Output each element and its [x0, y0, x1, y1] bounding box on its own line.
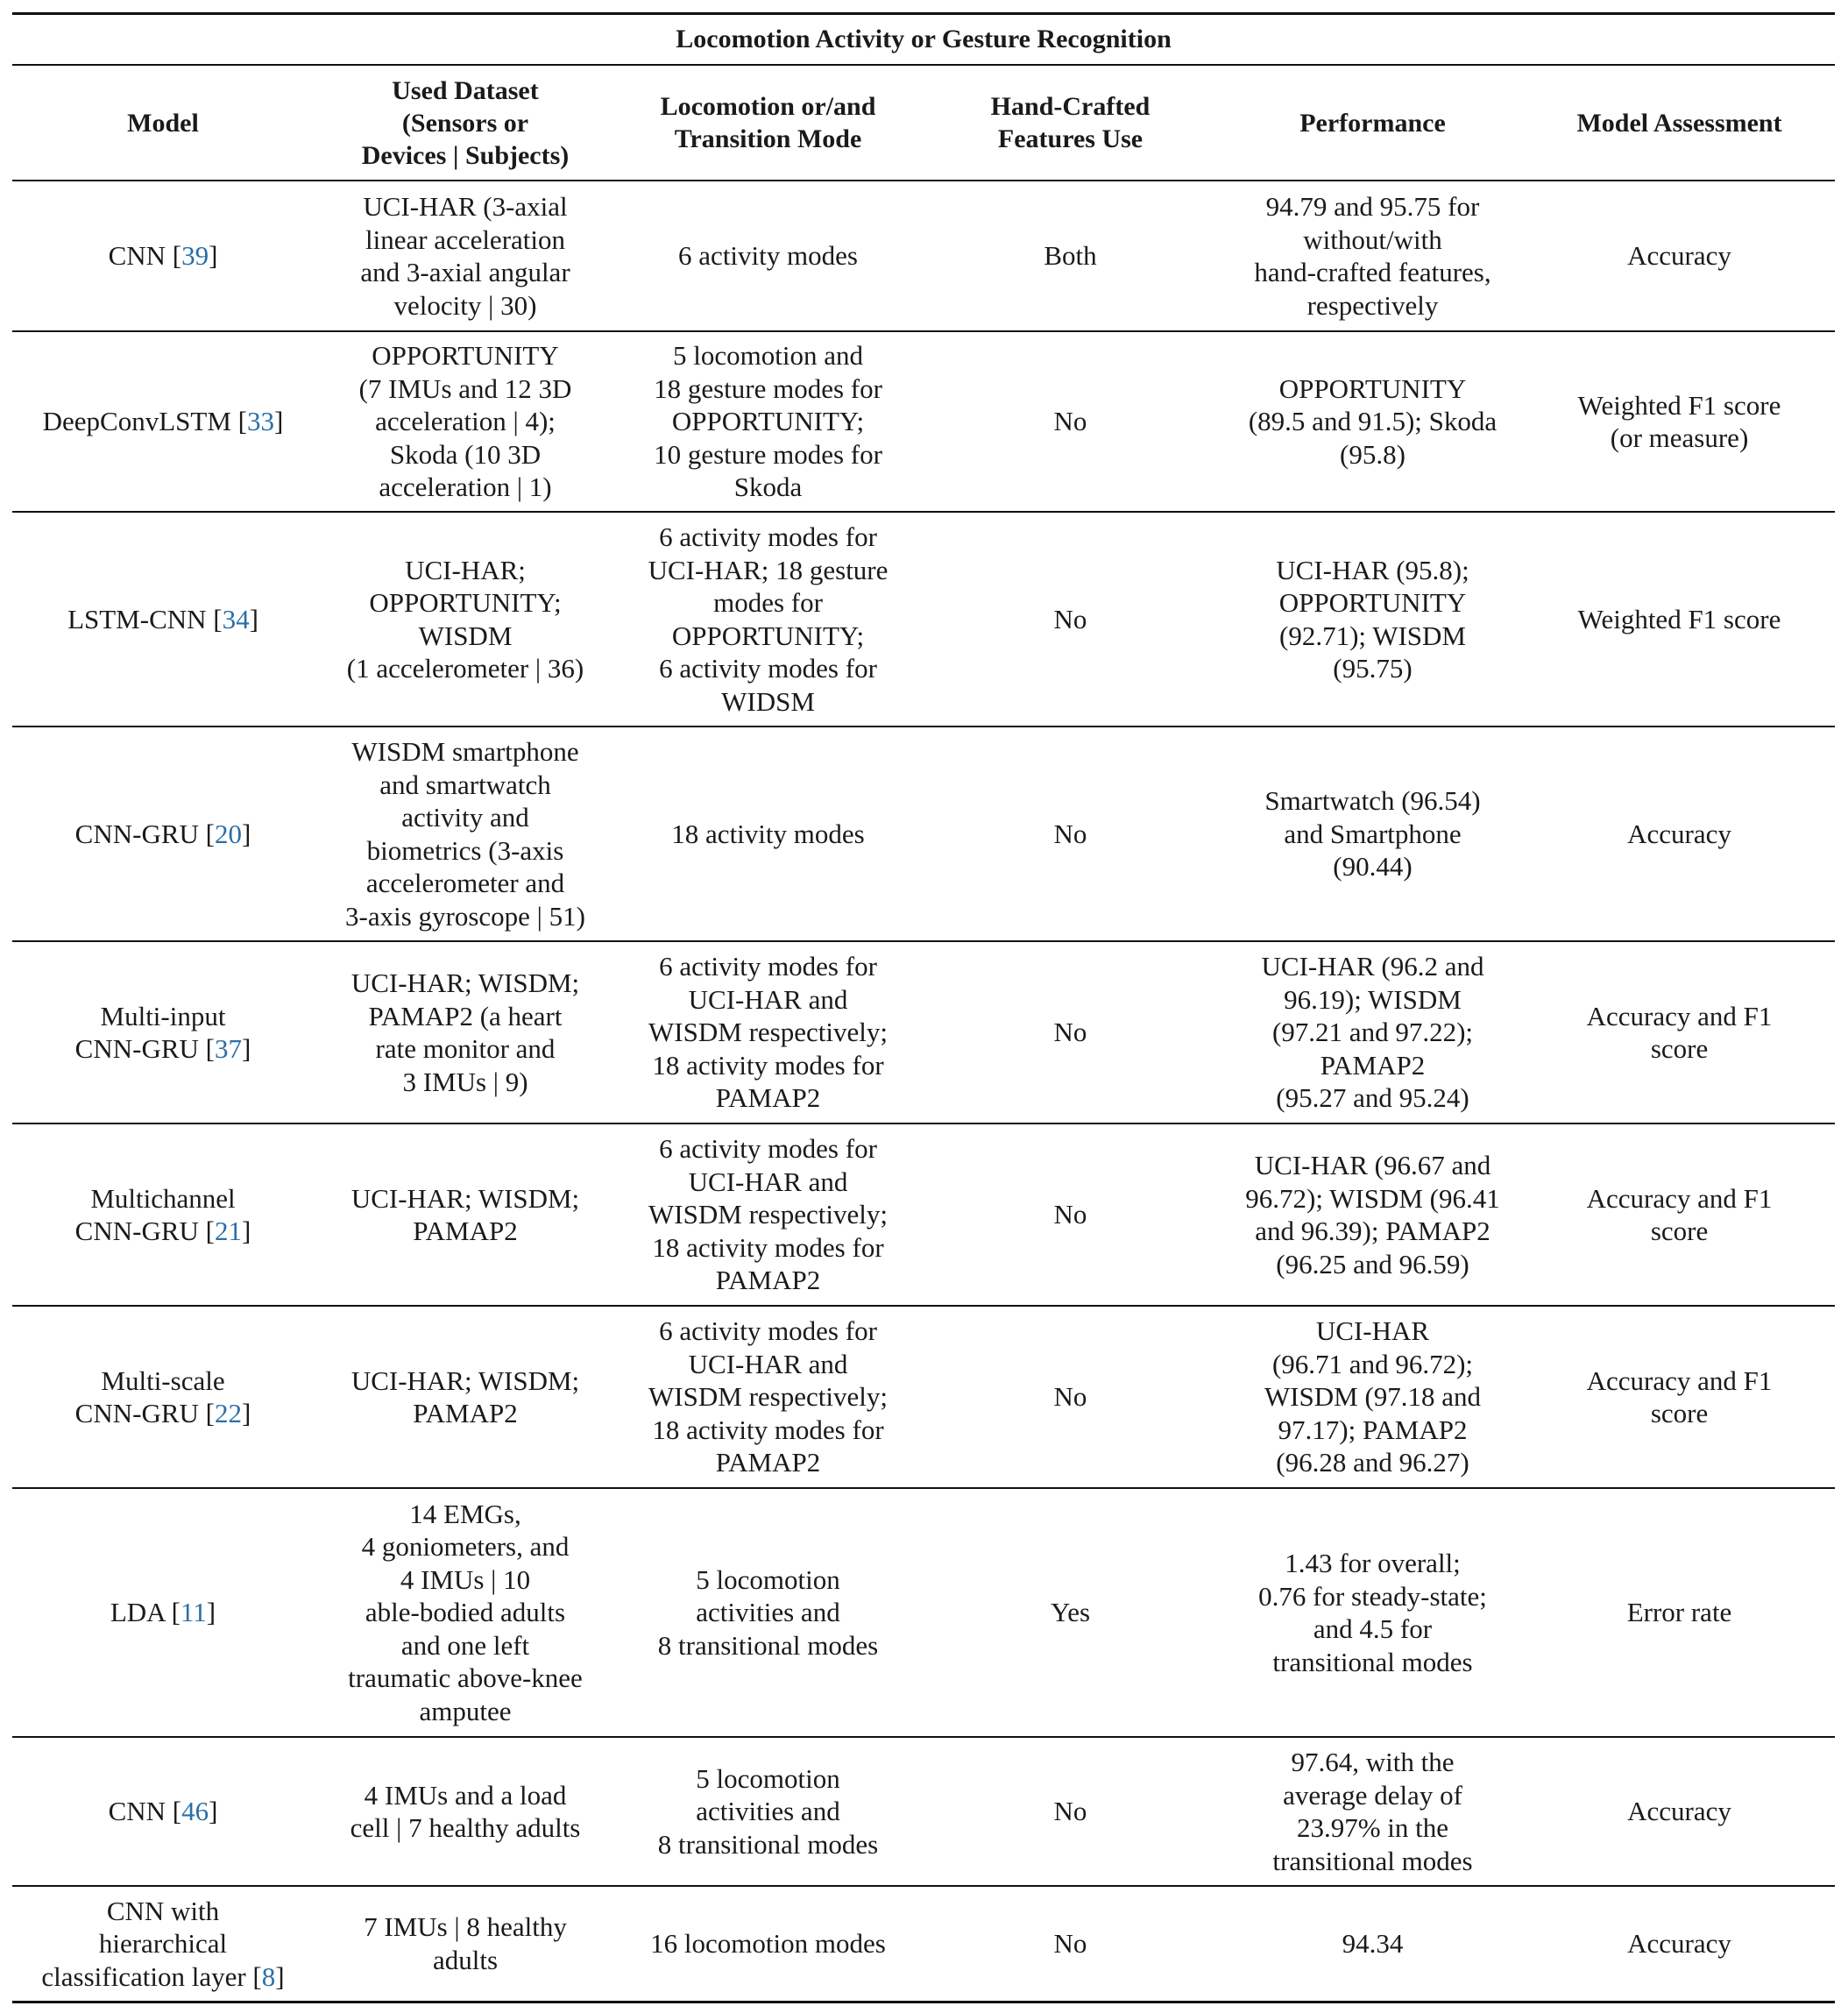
cell-assessment: Accuracy [1524, 1886, 1835, 2002]
cell-features: No [919, 512, 1221, 727]
cell-features: No [919, 727, 1221, 941]
citation-link[interactable]: 46 [181, 1796, 209, 1827]
cell-dataset: UCI-HAR; WISDM; PAMAP2 [314, 1306, 617, 1488]
cell-model: Multi-scale CNN-GRU [22] [12, 1306, 314, 1488]
header-model: Model [12, 65, 314, 181]
cell-assessment: Accuracy [1524, 1737, 1835, 1886]
table-row [12, 1306, 1835, 1488]
cell-performance: OPPORTUNITY (89.5 and 91.5); Skoda (95.8) [1221, 331, 1524, 512]
cell-dataset: UCI-HAR (3-axial linear acceleration and 3-axial angular velocity | 30) [314, 181, 617, 331]
table-container [12, 12, 1835, 2003]
comparison-table [12, 12, 1835, 2003]
cell-model: DeepConvLSTM [33] [12, 331, 314, 512]
header-hand-crafted-features: Hand-Crafted Features Use [919, 65, 1221, 181]
table-row [12, 941, 1835, 1123]
table-header-row [12, 65, 1835, 181]
cell-assessment: Accuracy and F1 score [1524, 1123, 1835, 1306]
cell-performance: 97.64, with the average delay of 23.97% in the transitional modes [1221, 1737, 1524, 1886]
header-model-assessment: Model Assessment [1524, 65, 1835, 181]
cell-model: CNN with hierarchical classification layer [8] [12, 1886, 314, 2002]
cell-mode: 6 activity modes for UCI-HAR and WISDM respectively; 18 activity modes for PAMAP2 [617, 941, 919, 1123]
cell-mode: 6 activity modes for UCI-HAR and WISDM respectively; 18 activity modes for PAMAP2 [617, 1123, 919, 1306]
cell-dataset: 14 EMGs, 4 goniometers, and 4 IMUs | 10 able-bodied adults and one left traumatic above-knee amputee [314, 1488, 617, 1737]
citation-link[interactable]: 8 [261, 1960, 276, 1992]
citation-link[interactable]: 37 [214, 1033, 242, 1064]
cell-performance: UCI-HAR (96.67 and 96.72); WISDM (96.41 and 96.39); PAMAP2 (96.25 and 96.59) [1221, 1123, 1524, 1306]
cell-features: No [919, 941, 1221, 1123]
citation-link[interactable]: 20 [214, 818, 242, 849]
cell-dataset: 7 IMUs | 8 healthy adults [314, 1886, 617, 2002]
table-row [12, 331, 1835, 512]
cell-dataset: UCI-HAR; WISDM; PAMAP2 [314, 1123, 617, 1306]
table-row [12, 727, 1835, 941]
cell-dataset: OPPORTUNITY (7 IMUs and 12 3D acceleration | 4); Skoda (10 3D acceleration | 1) [314, 331, 617, 512]
table-row [12, 1123, 1835, 1306]
citation-link[interactable]: 22 [214, 1398, 242, 1428]
citation-link[interactable]: 11 [180, 1597, 207, 1628]
cell-assessment: Accuracy [1524, 181, 1835, 331]
cell-assessment: Error rate [1524, 1488, 1835, 1737]
table-row [12, 1488, 1835, 1737]
citation-link[interactable]: 34 [222, 603, 250, 634]
cell-features: Yes [919, 1488, 1221, 1737]
citation-link[interactable]: 33 [247, 406, 274, 437]
cell-model: Multichannel CNN-GRU [21] [12, 1123, 314, 1306]
table-row [12, 1737, 1835, 1886]
cell-features: No [919, 1737, 1221, 1886]
cell-mode: 6 activity modes for UCI-HAR and WISDM respectively; 18 activity modes for PAMAP2 [617, 1306, 919, 1488]
cell-mode: 5 locomotion and 18 gesture modes for OPPORTUNITY; 10 gesture modes for Skoda [617, 331, 919, 512]
cell-dataset: 4 IMUs and a load cell | 7 healthy adults [314, 1737, 617, 1886]
cell-performance: 1.43 for overall; 0.76 for steady-state; and 4.5 for transitional modes [1221, 1488, 1524, 1737]
cell-performance: 94.34 [1221, 1886, 1524, 2002]
cell-mode: 5 locomotion activities and 8 transitional modes [617, 1737, 919, 1886]
cell-mode: 18 activity modes [617, 727, 919, 941]
table-title: Locomotion Activity or Gesture Recognition [12, 14, 1835, 66]
cell-assessment: Weighted F1 score (or measure) [1524, 331, 1835, 512]
citation-link[interactable]: 39 [181, 240, 209, 272]
table-row [12, 1886, 1835, 2002]
cell-dataset: UCI-HAR; OPPORTUNITY; WISDM (1 accelerometer | 36) [314, 512, 617, 727]
table-row [12, 512, 1835, 727]
header-used-dataset: Used Dataset (Sensors or Devices | Subjects) [314, 65, 617, 181]
cell-performance: UCI-HAR (96.2 and 96.19); WISDM (97.21 and 97.22); PAMAP2 (95.27 and 95.24) [1221, 941, 1524, 1123]
cell-mode: 6 activity modes [617, 181, 919, 331]
cell-performance: Smartwatch (96.54) and Smartphone (90.44) [1221, 727, 1524, 941]
cell-model: LDA [11] [12, 1488, 314, 1737]
cell-mode: 16 locomotion modes [617, 1886, 919, 2002]
cell-features: No [919, 331, 1221, 512]
cell-features: No [919, 1886, 1221, 2002]
cell-model: CNN [39] [12, 181, 314, 331]
cell-features: No [919, 1306, 1221, 1488]
cell-features: Both [919, 181, 1221, 331]
citation-link[interactable]: 21 [214, 1216, 242, 1246]
cell-performance: UCI-HAR (95.8); OPPORTUNITY (92.71); WISDM (95.75) [1221, 512, 1524, 727]
cell-mode: 6 activity modes for UCI-HAR; 18 gesture modes for OPPORTUNITY; 6 activity modes for WIDSM [617, 512, 919, 727]
header-locomotion-mode: Locomotion or/and Transition Mode [617, 65, 919, 181]
table-row [12, 181, 1835, 331]
cell-mode: 5 locomotion activities and 8 transitional modes [617, 1488, 919, 1737]
cell-model: CNN-GRU [20] [12, 727, 314, 941]
cell-dataset: WISDM smartphone and smartwatch activity and biometrics (3-axis accelerometer and 3-axis gyroscope | 51) [314, 727, 617, 941]
table-title-row [12, 14, 1835, 66]
cell-model: LSTM-CNN [34] [12, 512, 314, 727]
cell-dataset: UCI-HAR; WISDM; PAMAP2 (a heart rate monitor and 3 IMUs | 9) [314, 941, 617, 1123]
header-performance: Performance [1221, 65, 1524, 181]
cell-performance: UCI-HAR (96.71 and 96.72); WISDM (97.18 and 97.17); PAMAP2 (96.28 and 96.27) [1221, 1306, 1524, 1488]
cell-assessment: Accuracy [1524, 727, 1835, 941]
cell-features: No [919, 1123, 1221, 1306]
cell-assessment: Accuracy and F1 score [1524, 1306, 1835, 1488]
cell-performance: 94.79 and 95.75 for without/with hand-crafted features, respectively [1221, 181, 1524, 331]
cell-model: Multi-input CNN-GRU [37] [12, 941, 314, 1123]
cell-assessment: Weighted F1 score [1524, 512, 1835, 727]
cell-model: CNN [46] [12, 1737, 314, 1886]
cell-assessment: Accuracy and F1 score [1524, 941, 1835, 1123]
